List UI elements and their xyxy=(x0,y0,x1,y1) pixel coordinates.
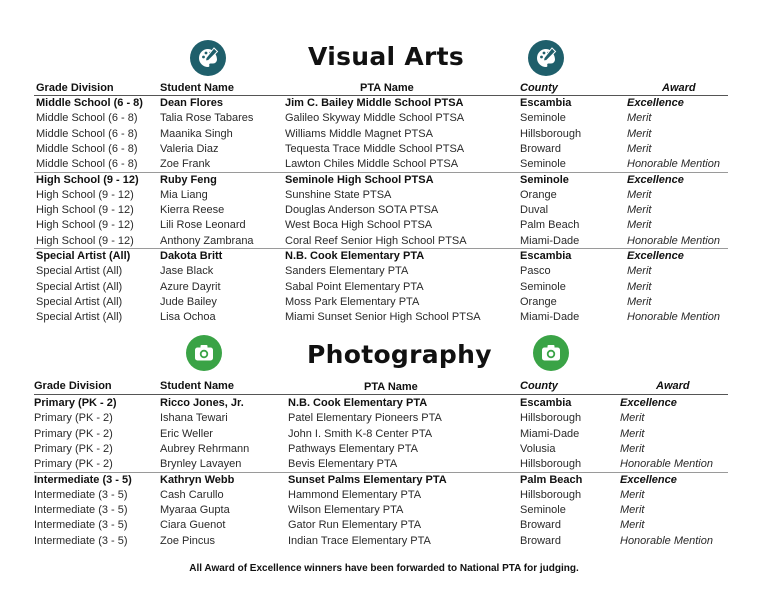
cell-grade: Intermediate (3 - 5) xyxy=(34,504,128,517)
cell-pta: Lawton Chiles Middle School PTSA xyxy=(285,158,459,171)
cell-grade: Intermediate (3 - 5) xyxy=(34,488,128,501)
cell-county: Pasco xyxy=(520,265,551,278)
cell-pta: West Boca High School PTSA xyxy=(285,219,433,232)
cell-award: Honorable Mention xyxy=(627,234,720,247)
cell-award: Merit xyxy=(620,427,645,440)
cell-pta: Sunshine State PTSA xyxy=(285,188,392,201)
visual-arts-title: Visual Arts xyxy=(308,42,465,71)
cell-county: Miami-Dade xyxy=(520,427,580,440)
cell-pta: Sunset Palms Elementary PTA xyxy=(288,473,447,486)
cell-student: Dean Flores xyxy=(160,97,223,109)
cell-student: Talia Rose Tabares xyxy=(160,112,254,125)
cell-award: Honorable Mention xyxy=(627,311,720,324)
cell-award: Excellence xyxy=(627,173,684,186)
cell-student: Maanika Singh xyxy=(160,127,233,140)
table-row xyxy=(0,264,768,280)
cell-county: Orange xyxy=(520,188,557,201)
footer-note: All Award of Excellence winners have been forwarded to National PTA for judging. xyxy=(189,563,579,574)
header-award: Award xyxy=(662,82,696,94)
cell-pta: Moss Park Elementary PTA xyxy=(285,295,420,308)
cell-grade: Primary (PK - 2) xyxy=(34,458,113,471)
cell-award: Merit xyxy=(627,219,652,232)
cell-award: Excellence xyxy=(627,97,684,109)
cell-award: Honorable Mention xyxy=(620,458,713,471)
cell-grade: Primary (PK - 2) xyxy=(34,397,117,409)
cell-student: Cash Carullo xyxy=(160,488,224,501)
header-grade-division: Grade Division xyxy=(36,82,114,94)
cell-county: Broward xyxy=(520,142,561,155)
cell-county: Escambia xyxy=(520,97,572,109)
table-row xyxy=(0,411,768,427)
cell-grade: High School (9 - 12) xyxy=(36,173,139,186)
header-county: County xyxy=(520,380,558,392)
cell-county: Escambia xyxy=(520,250,572,262)
cell-pta: Galileo Skyway Middle School PTSA xyxy=(285,112,465,125)
cell-grade: Intermediate (3 - 5) xyxy=(34,519,128,532)
cell-grade: High School (9 - 12) xyxy=(36,219,134,232)
cell-county: Seminole xyxy=(520,173,569,186)
camera-icon xyxy=(533,335,569,371)
cell-grade: Intermediate (3 - 5) xyxy=(34,534,128,547)
cell-grade: Middle School (6 - 8) xyxy=(36,127,138,140)
cell-pta: Sanders Elementary PTA xyxy=(285,265,409,278)
cell-county: Seminole xyxy=(520,504,566,517)
cell-student: Zoe Pincus xyxy=(160,534,216,547)
cell-grade: Middle School (6 - 8) xyxy=(36,142,138,155)
palette-icon xyxy=(528,40,564,76)
cell-student: Valeria Diaz xyxy=(160,142,219,155)
cell-grade: Middle School (6 - 8) xyxy=(36,112,138,125)
header-county: County xyxy=(520,82,558,94)
cell-student: Jude Bailey xyxy=(160,295,217,308)
cell-award: Excellence xyxy=(627,250,684,262)
cell-award: Merit xyxy=(620,412,645,425)
camera-icon xyxy=(186,335,222,371)
cell-student: Anthony Zambrana xyxy=(160,234,254,247)
cell-county: Hillsborough xyxy=(520,488,582,501)
header-pta-name: PTA Name xyxy=(360,82,414,94)
cell-award: Merit xyxy=(627,127,652,140)
cell-award: Honorable Mention xyxy=(627,158,720,171)
table-row xyxy=(0,111,768,127)
cell-award: Merit xyxy=(627,112,652,125)
cell-county: Hillsborough xyxy=(520,458,582,471)
cell-student: Lisa Ochoa xyxy=(160,311,216,324)
table-row xyxy=(0,173,768,189)
cell-award: Merit xyxy=(620,519,645,532)
cell-pta: Hammond Elementary PTA xyxy=(288,488,422,501)
cell-county: Orange xyxy=(520,295,557,308)
table-row xyxy=(0,218,768,234)
cell-grade: Special Artist (All) xyxy=(36,295,123,308)
cell-award: Merit xyxy=(627,295,652,308)
cell-student: Ruby Feng xyxy=(160,173,217,186)
palette-icon xyxy=(190,40,226,76)
table-row xyxy=(0,142,768,158)
table-row xyxy=(0,96,768,112)
cell-county: Seminole xyxy=(520,112,566,125)
cell-award: Excellence xyxy=(620,397,677,409)
table-row xyxy=(0,473,768,489)
cell-award: Merit xyxy=(627,280,652,293)
cell-student: Eric Weller xyxy=(160,427,213,440)
cell-pta: Pathways Elementary PTA xyxy=(288,442,419,455)
table-row xyxy=(0,488,768,504)
cell-award: Merit xyxy=(627,188,652,201)
table-row xyxy=(0,503,768,519)
header-student-name: Student Name xyxy=(160,82,234,94)
cell-student: Brynley Lavayen xyxy=(160,458,242,471)
photography-title: Photography xyxy=(307,340,492,369)
table-row xyxy=(0,295,768,311)
cell-county: Broward xyxy=(520,519,561,532)
cell-pta: Gator Run Elementary PTA xyxy=(288,519,422,532)
cell-award: Merit xyxy=(620,442,645,455)
cell-student: Myaraa Gupta xyxy=(160,504,230,517)
cell-pta: Miami Sunset Senior High School PTSA xyxy=(285,311,481,324)
cell-pta: Sabal Point Elementary PTA xyxy=(285,280,424,293)
cell-student: Ricco Jones, Jr. xyxy=(160,397,244,409)
cell-county: Hillsborough xyxy=(520,127,582,140)
table-row xyxy=(0,534,768,550)
cell-county: Escambia xyxy=(520,397,572,409)
cell-pta: Williams Middle Magnet PTSA xyxy=(285,127,433,140)
header-award: Award xyxy=(656,380,690,392)
cell-county: Broward xyxy=(520,534,561,547)
cell-pta: Patel Elementary Pioneers PTA xyxy=(288,412,442,425)
table-row xyxy=(0,249,768,265)
header-pta-name: PTA Name xyxy=(364,381,418,393)
table-row xyxy=(0,396,768,412)
cell-grade: Middle School (6 - 8) xyxy=(36,158,138,171)
cell-county: Palm Beach xyxy=(520,473,583,486)
header-grade-division: Grade Division xyxy=(34,380,112,392)
table-row xyxy=(0,310,768,326)
cell-county: Seminole xyxy=(520,280,566,293)
cell-grade: High School (9 - 12) xyxy=(36,204,134,217)
cell-student: Dakota Britt xyxy=(160,250,223,262)
cell-county: Miami-Dade xyxy=(520,234,580,247)
cell-grade: Special Artist (All) xyxy=(36,250,131,262)
header-rule xyxy=(34,394,728,395)
cell-student: Lili Rose Leonard xyxy=(160,219,246,232)
cell-county: Volusia xyxy=(520,442,556,455)
header-student-name: Student Name xyxy=(160,380,234,392)
cell-pta: N.B. Cook Elementary PTA xyxy=(285,250,425,262)
cell-student: Ciara Guenot xyxy=(160,519,226,532)
cell-student: Jase Black xyxy=(160,265,214,278)
cell-pta: N.B. Cook Elementary PTA xyxy=(288,397,428,409)
cell-student: Azure Dayrit xyxy=(160,280,221,293)
cell-grade: Special Artist (All) xyxy=(36,265,123,278)
cell-award: Merit xyxy=(627,204,652,217)
cell-pta: Bevis Elementary PTA xyxy=(288,458,398,471)
cell-grade: Intermediate (3 - 5) xyxy=(34,473,132,486)
cell-grade: Primary (PK - 2) xyxy=(34,427,113,440)
cell-pta: John I. Smith K-8 Center PTA xyxy=(288,427,433,440)
cell-grade: Primary (PK - 2) xyxy=(34,412,113,425)
cell-grade: Primary (PK - 2) xyxy=(34,442,113,455)
cell-student: Zoe Frank xyxy=(160,158,211,171)
table-row xyxy=(0,427,768,443)
cell-pta: Jim C. Bailey Middle School PTSA xyxy=(285,97,464,109)
table-row xyxy=(0,188,768,204)
cell-award: Honorable Mention xyxy=(620,534,713,547)
cell-student: Mia Liang xyxy=(160,188,208,201)
cell-county: Hillsborough xyxy=(520,412,582,425)
cell-grade: High School (9 - 12) xyxy=(36,234,134,247)
cell-grade: High School (9 - 12) xyxy=(36,188,134,201)
cell-pta: Coral Reef Senior High School PTSA xyxy=(285,234,467,247)
cell-student: Kathryn Webb xyxy=(160,473,235,486)
cell-student: Kierra Reese xyxy=(160,204,225,217)
table-row xyxy=(0,442,768,458)
table-row xyxy=(0,127,768,143)
cell-award: Merit xyxy=(620,504,645,517)
cell-award: Merit xyxy=(620,488,645,501)
cell-county: Duval xyxy=(520,204,549,217)
cell-pta: Indian Trace Elementary PTA xyxy=(288,534,431,547)
cell-pta: Wilson Elementary PTA xyxy=(288,504,404,517)
cell-grade: Special Artist (All) xyxy=(36,280,123,293)
table-row xyxy=(0,280,768,296)
cell-county: Palm Beach xyxy=(520,219,580,232)
cell-pta: Douglas Anderson SOTA PTSA xyxy=(285,204,439,217)
cell-grade: Special Artist (All) xyxy=(36,311,123,324)
table-row xyxy=(0,518,768,534)
cell-pta: Seminole High School PTSA xyxy=(285,173,434,186)
table-row xyxy=(0,203,768,219)
cell-award: Merit xyxy=(627,265,652,278)
cell-county: Seminole xyxy=(520,158,566,171)
cell-county: Miami-Dade xyxy=(520,311,580,324)
cell-grade: Middle School (6 - 8) xyxy=(36,97,143,109)
cell-student: Aubrey Rehrmann xyxy=(160,442,250,455)
cell-student: Ishana Tewari xyxy=(160,412,228,425)
cell-award: Merit xyxy=(627,142,652,155)
cell-award: Excellence xyxy=(620,473,677,486)
cell-pta: Tequesta Trace Middle School PTSA xyxy=(285,142,465,155)
